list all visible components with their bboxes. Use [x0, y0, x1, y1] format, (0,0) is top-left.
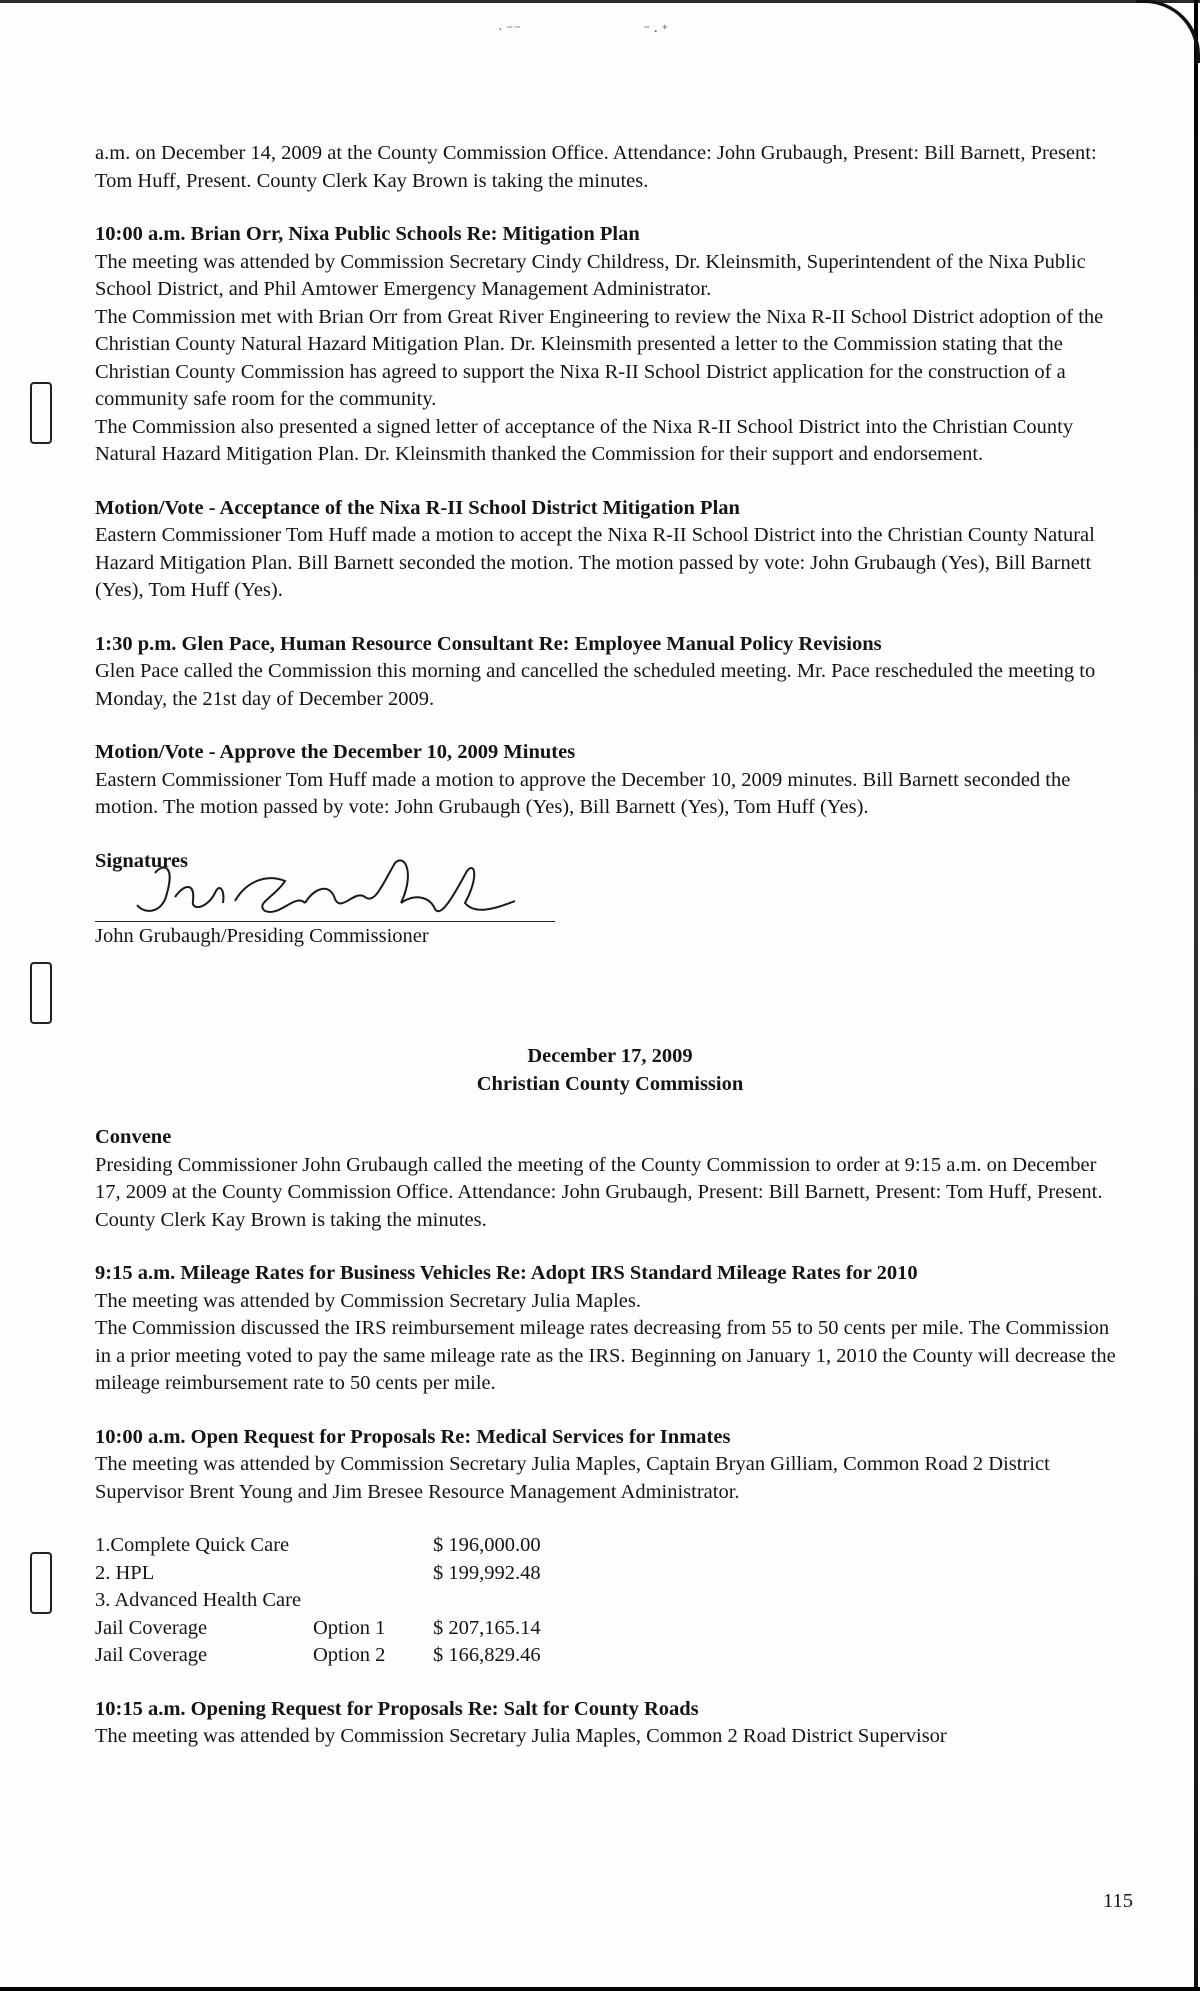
minutes-content: [95, 140, 1125, 1751]
signature-block: [95, 875, 695, 967]
bid-option: Option 2: [313, 1644, 386, 1666]
section-body-pace: Glen Pace called the Commission this morning and cancelled the scheduled meeting. Mr. Pace rescheduled the meeting to Monday, the 21st day of December 2009.: [95, 660, 1096, 710]
page-corner-curl: [1136, 0, 1200, 63]
binding-hole-bracket-1: [30, 382, 52, 444]
bid-amount: $ 199,992.48: [433, 1561, 541, 1584]
scan-speck: · ⁻⁻: [498, 23, 521, 38]
binding-hole-bracket-3: [30, 1552, 52, 1614]
section-body-motion-1: Eastern Commissioner Tom Huff made a motion to accept the Nixa R-II School District into the Christian County Natural Hazard Mitigation Plan. Bill Barnett seconded the motion. The motion passed by vote: John Grubaugh (Yes), Bill Barnett (Yes), Tom Huff (Yes).: [95, 524, 1095, 601]
bid-amount: [433, 1587, 633, 1615]
scan-speck: ⁻ ⸳ ⁺: [643, 23, 669, 38]
binding-hole-bracket-2: [30, 962, 52, 1024]
scan-edge-top: [0, 0, 1200, 3]
header-fragment: a.m. on December 14, 2009 at the County Commission Office. Attendance: John Grubaugh, Present: Bill Barnett, Present: Tom Huff, Present. County Clerk Kay Brown is taking the minutes.: [95, 142, 1097, 192]
bid-amount: $ 166,829.46: [433, 1644, 541, 1666]
bid-name: Jail Coverage: [95, 1616, 208, 1639]
table-row: [95, 1532, 633, 1560]
bid-amount: $ 196,000.00: [433, 1534, 541, 1556]
commission-title: Christian County Commission: [476, 1072, 744, 1095]
signatory-name-line: John Grubaugh/Presiding Commissioner: [95, 925, 429, 947]
signature-line: [95, 921, 555, 922]
scan-edge-right: [1194, 0, 1198, 1991]
section-body-medical: The meeting was attended by Commission Secretary Julia Maples, Captain Bryan Gilliam, Common Road 2 District Supervisor Brent Young and Jim Bresee Resource Management Administrator.: [95, 1453, 1050, 1503]
section-heading-orr: 10:00 a.m. Brian Orr, Nixa Public Schools Re: Mitigation Plan: [95, 223, 640, 245]
bid-option: Option 1: [313, 1616, 386, 1639]
section-heading-mileage: 9:15 a.m. Mileage Rates for Business Vehicles Re: Adopt IRS Standard Mileage Rates for 2010: [95, 1262, 918, 1284]
section-heading-motion-2: Motion/Vote - Approve the December 10, 2009 Minutes: [95, 741, 576, 763]
signatures-label: Signatures: [95, 849, 189, 872]
section-body-convene: Presiding Commissioner John Grubaugh called the meeting of the County Commission to order at 9:15 a.m. on December 17, 2009 at the County Commission Office. Attendance: John Grubaugh, Present: Bill Barnett, Present: Tom Huff, Present. County Clerk Kay Brown is taking the minutes.: [95, 1153, 1103, 1231]
bid-name: Jail Coverage: [95, 1644, 208, 1666]
bid-amount: $ 207,165.14: [433, 1616, 541, 1639]
section-body-salt: The meeting was attended by Commission Secretary Julia Maples, Common 2 Road District Supervisor: [95, 1725, 947, 1747]
section-heading-convene: Convene: [95, 1126, 172, 1148]
section-body-orr: The meeting was attended by Commission Secretary Cindy Childress, Dr. Kleinsmith, Superintendent of the Nixa Public School District, and Phil Amtower Emergency Management Administrator. The Commission met with Brian Orr from Great River Engineering to review the Nixa R-II School District adoption of the Christian County Natural Hazard Mitigation Plan. Dr. Kleinsmith presented a letter to the Commission stating that the Christian County Commission has agreed to support the Nixa R-II School District application for the construction of a community safe room for the community. The Commission also presented a signed letter of acceptance of the Nixa R-II School District into the Christian County Natural Hazard Mitigation Plan. Dr. Kleinsmith thanked the Commission for their support and endorsement.: [95, 250, 1104, 465]
bid-name: 2. HPL: [95, 1561, 155, 1584]
bid-name: 1.Complete Quick Care: [95, 1534, 290, 1556]
bid-table: [95, 1532, 633, 1670]
page-number: 115: [1103, 1890, 1133, 1912]
section-heading-medical: 10:00 a.m. Open Request for Proposals Re: Medical Services for Inmates: [95, 1425, 731, 1448]
bid-name: 3. Advanced Health Care: [95, 1589, 302, 1611]
bid-option: [313, 1532, 433, 1560]
bid-option: [313, 1560, 433, 1588]
section-heading-salt: 10:15 a.m. Opening Request for Proposals Re: Salt for County Roads: [95, 1697, 699, 1720]
section-heading-pace: 1:30 p.m. Glen Pace, Human Resource Consultant Re: Employee Manual Policy Revisions: [95, 632, 882, 655]
table-row: [95, 1587, 633, 1615]
section-body-mileage: The meeting was attended by Commission Secretary Julia Maples. The Commission discussed the IRS reimbursement mileage rates decreasing from 55 to 50 cents per mile. The Commission in a prior meeting voted to pay the same mileage rate as the IRS. Beginning on January 1, 2010 the County will decrease the mileage reimbursement rate to 50 cents per mile.: [95, 1289, 1116, 1394]
table-row: [95, 1642, 633, 1670]
scan-edge-bottom: [0, 1987, 1200, 1991]
table-row: [95, 1615, 633, 1643]
section-body-motion-2: Eastern Commissioner Tom Huff made a motion to approve the December 10, 2009 minutes. Bill Barnett seconded the motion. The motion passed by vote: John Grubaugh (Yes), Bill Barnett (Yes), Tom Huff (Yes).: [95, 768, 1071, 818]
meeting-date-title: December 17, 2009: [527, 1045, 693, 1067]
table-row: [95, 1560, 633, 1588]
section-heading-motion-1: Motion/Vote - Acceptance of the Nixa R-II School District Mitigation Plan: [95, 496, 740, 519]
